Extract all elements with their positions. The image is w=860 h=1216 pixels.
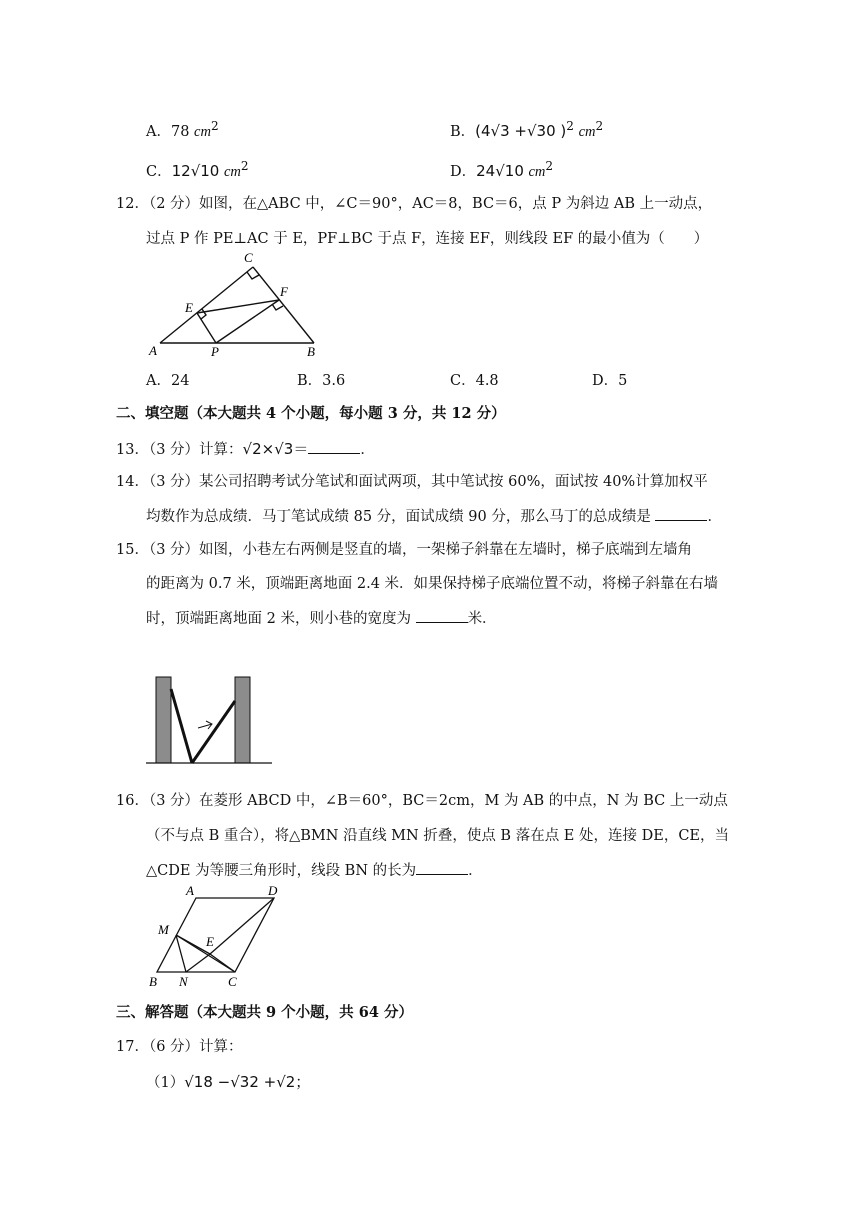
label-f: F [280, 284, 288, 299]
segment-ac [160, 267, 253, 343]
q12-figure [146, 248, 326, 360]
right-wall [235, 677, 250, 763]
label-c: C [228, 974, 237, 989]
q14-line1: 14．（3 分）某公司招聘考试分笔试和面试两项，其中笔试按 60%，面试按 40%计算加权平 [116, 474, 708, 490]
answer-blank[interactable] [655, 506, 707, 521]
label-b: B [149, 974, 157, 989]
q15-line1: 15．（3 分）如图，小巷左右两侧是竖直的墙，一架梯子斜靠在左墙时，梯子底端到左墙角 [116, 542, 693, 558]
segment-pf [216, 300, 279, 343]
q17-part1: （1）√18 −√32 +√2； [146, 1073, 311, 1091]
segment-bc [253, 267, 314, 343]
label-m: M [158, 922, 169, 937]
right-angle-e [201, 309, 206, 319]
q11-option-d: D．24√10 $cm^2$ [450, 159, 554, 180]
segment-pe [197, 313, 216, 343]
answer-blank[interactable] [308, 439, 360, 454]
q14-line2: 均数作为总成绩．马丁笔试成绩 85 分，面试成绩 90 分，那么马丁的总成绩是 ． [146, 506, 722, 527]
q11-option-c: C．12√10 $cm^2$ [146, 159, 249, 180]
segment-de [210, 898, 274, 954]
ladder-right [192, 701, 235, 763]
label-e: E [206, 934, 214, 949]
left-wall [156, 677, 171, 763]
q17-title: 17．（6 分）计算： [116, 1039, 243, 1055]
q15-figure [146, 670, 272, 770]
q16-figure [146, 884, 286, 992]
arrow-icon [198, 721, 212, 729]
segment-ne [186, 954, 210, 972]
label-e: E [185, 300, 193, 315]
q12-option-a: A．24 [146, 373, 190, 389]
answer-blank[interactable] [416, 860, 468, 875]
q11-option-b: B．(4√3 +√30 )$^2$ $cm^2$ [450, 119, 604, 140]
label-b: B [307, 344, 315, 359]
label-c: C [244, 250, 253, 265]
q12-option-d: D．5 [592, 373, 628, 389]
label-p: P [211, 344, 219, 359]
q12-line1: 12．（2 分）如图，在△ABC 中，∠C＝90°，AC＝8，BC＝6，点 P 为斜边 AB 上一动点， [116, 196, 713, 212]
q15-line3: 时，顶端距离地面 2 米，则小巷的宽度为 米． [146, 608, 497, 629]
q16-line1: 16．（3 分）在菱形 ABCD 中，∠B＝60°，BC＝2cm，M 为 AB 的中点，N 为 BC 上一动点 [116, 793, 728, 809]
q13: 13．（3 分）计算：√2×√3＝ ． [116, 440, 375, 458]
rhombus-abcd [157, 898, 274, 972]
ladder-left [171, 689, 192, 763]
q15-line2: 的距离为 0.7 米，顶端距离地面 2.4 米．如果保持梯子底端位置不动，将梯子斜靠在右墙 [146, 576, 719, 592]
q16-line2: （不与点 B 重合），将△BMN 沿直线 MN 折叠，使点 B 落在点 E 处，连接 DE，CE，当 [146, 828, 729, 844]
q12-line2: 过点 P 作 PE⊥AC 于 E，PF⊥BC 于点 F，连接 EF，则线段 EF 的最小值为（ ） [146, 231, 709, 247]
q12-option-c: C．4.8 [450, 373, 499, 389]
q11-option-a: A．78 $cm^2$ [146, 119, 219, 140]
answer-blank[interactable] [416, 608, 468, 623]
right-angle-f [272, 304, 283, 310]
q16-line3: △CDE 为等腰三角形时，线段 BN 的长为 ． [146, 860, 483, 881]
label-a: A [149, 343, 157, 358]
q12-option-b: B．3.6 [297, 373, 346, 389]
section2-heading: 二、填空题（本大题共 4 个小题，每小题 3 分，共 12 分） [116, 405, 506, 422]
label-d: D [268, 884, 278, 898]
label-a: A [186, 884, 194, 898]
section3-heading: 三、解答题（本大题共 9 个小题，共 64 分） [116, 1004, 413, 1021]
label-n: N [179, 974, 188, 989]
